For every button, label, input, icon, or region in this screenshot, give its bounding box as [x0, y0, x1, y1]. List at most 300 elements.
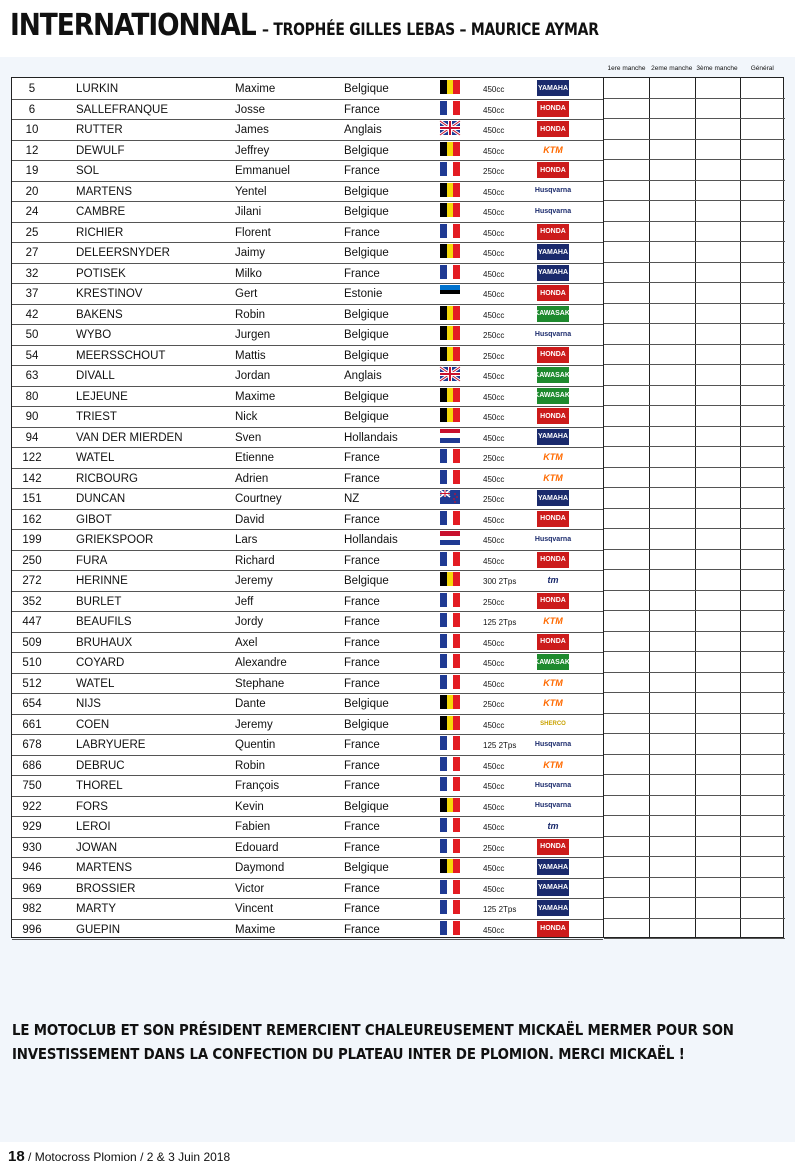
- results-row-line: [604, 426, 785, 427]
- rider-number: 54: [25, 349, 39, 362]
- table-row: [12, 898, 603, 920]
- rider-number: 922: [22, 800, 42, 813]
- rider-last-name: RICHIER: [76, 226, 124, 239]
- rider-last-name: BRUHAUX: [76, 636, 133, 649]
- results-row-line: [604, 487, 785, 488]
- rider-number: 512: [22, 677, 42, 690]
- rider-first-name: Axel: [235, 636, 258, 649]
- flag-france-icon: [440, 777, 460, 791]
- rider-number: 5: [28, 83, 36, 95]
- rider-last-name: NIJS: [76, 698, 101, 710]
- rider-number: 27: [25, 247, 39, 259]
- table-row: [12, 652, 603, 674]
- rider-last-name: COEN: [76, 718, 110, 731]
- rider-class: 450cc: [483, 679, 505, 689]
- honda-logo-icon: HONDA: [537, 162, 569, 178]
- flag-france-icon: [440, 613, 460, 627]
- rider-first-name: Daymond: [235, 862, 285, 874]
- honda-logo-icon: HONDA: [537, 347, 569, 363]
- rider-number: 37: [25, 288, 39, 300]
- rider-country: France: [344, 657, 380, 669]
- rider-first-name: Emmanuel: [235, 165, 290, 177]
- rider-class: 250cc: [483, 331, 505, 340]
- rider-number: 20: [25, 185, 39, 198]
- table-row: [12, 570, 603, 592]
- rider-class: 450cc: [483, 823, 505, 832]
- flag-france-icon: [440, 593, 460, 607]
- rider-number: 654: [22, 698, 42, 710]
- rider-class: 250cc: [483, 454, 505, 463]
- results-row-line: [604, 856, 785, 857]
- table-row: [12, 488, 603, 510]
- rider-last-name: VAN DER MIERDEN: [76, 431, 183, 444]
- rider-last-name: LEROI: [76, 821, 111, 833]
- rider-class: 450cc: [483, 433, 505, 443]
- results-row-line: [604, 303, 785, 304]
- flag-belgium-icon: [440, 408, 460, 422]
- rider-class: 450cc: [483, 105, 505, 115]
- rider-class: 450cc: [483, 802, 505, 812]
- rider-last-name: HERINNE: [76, 575, 128, 587]
- results-row-line: [604, 508, 785, 509]
- rider-class: 450cc: [483, 413, 505, 422]
- rider-class: 450cc: [483, 884, 505, 894]
- rider-number: 982: [22, 903, 42, 915]
- kawasaki-logo-icon: KAWASAKI: [537, 306, 569, 322]
- results-row-line: [604, 385, 785, 386]
- rider-country: Belgique: [344, 329, 389, 341]
- honda-logo-icon: HONDA: [537, 839, 569, 855]
- rider-first-name: Jilani: [235, 206, 262, 218]
- rider-class: 450cc: [483, 310, 505, 320]
- results-row-line: [604, 344, 785, 345]
- flag-belgium-icon: [440, 716, 460, 730]
- rider-first-name: Sven: [235, 431, 262, 444]
- rider-country: France: [344, 513, 380, 526]
- results-row-line: [604, 467, 785, 468]
- flag-estonia-icon: [440, 285, 460, 299]
- rider-country: France: [344, 841, 380, 854]
- rider-number: 80: [25, 390, 39, 403]
- results-row-line: [604, 405, 785, 406]
- table-row: [12, 140, 603, 162]
- yamaha-logo-icon: YAMAHA: [537, 490, 569, 506]
- results-row-line: [604, 446, 785, 447]
- yamaha-logo-icon: YAMAHA: [537, 265, 569, 281]
- results-row-line: [604, 713, 785, 714]
- results-row-line: [604, 651, 785, 652]
- rider-last-name: MARTENS: [76, 862, 133, 874]
- rider-last-name: BURLET: [76, 595, 122, 608]
- flag-france-icon: [440, 552, 460, 566]
- rider-first-name: François: [235, 780, 280, 792]
- results-row-line: [604, 774, 785, 775]
- flag-belgium-icon: [440, 388, 460, 402]
- rider-first-name: Quentin: [235, 739, 276, 751]
- ktm-logo-icon: KTM: [537, 695, 569, 711]
- results-row-line: [604, 159, 785, 160]
- rider-first-name: Stephane: [235, 677, 285, 690]
- rider-class: 450cc: [483, 228, 505, 238]
- honda-logo-icon: HONDA: [537, 593, 569, 609]
- honda-logo-icon: HONDA: [537, 224, 569, 240]
- rider-class: 450cc: [483, 536, 505, 545]
- rider-country: France: [344, 165, 380, 177]
- rider-number: 750: [22, 780, 42, 792]
- rider-number: 122: [22, 452, 42, 464]
- table-row: [12, 324, 603, 346]
- rider-last-name: BROSSIER: [76, 882, 136, 895]
- rider-last-name: RUTTER: [76, 124, 123, 136]
- results-row-line: [604, 672, 785, 673]
- table-row: [12, 919, 603, 941]
- flag-uk-icon: [440, 367, 460, 381]
- flag-belgium-icon: [440, 798, 460, 812]
- rider-class: 450cc: [483, 146, 505, 156]
- rider-class: 450cc: [483, 659, 505, 668]
- honda-logo-icon: HONDA: [537, 511, 569, 527]
- rider-country: France: [344, 636, 380, 649]
- rider-class: 125 2Tps: [483, 618, 517, 627]
- rider-class: 300 2Tps: [483, 577, 517, 586]
- results-row-line: [604, 815, 785, 816]
- honda-logo-icon: HONDA: [537, 101, 569, 117]
- table-row: [12, 427, 603, 449]
- rider-class: 450cc: [483, 269, 505, 279]
- yamaha-logo-icon: YAMAHA: [537, 900, 569, 916]
- rider-class: 125 2Tps: [483, 905, 517, 914]
- rider-number: 447: [22, 616, 42, 628]
- honda-logo-icon: HONDA: [537, 634, 569, 650]
- rider-last-name: KRESTINOV: [76, 288, 143, 300]
- results-row-line: [604, 118, 785, 119]
- results-row-line: [604, 733, 785, 734]
- rider-class: 450cc: [483, 208, 505, 217]
- yamaha-logo-icon: YAMAHA: [537, 80, 569, 96]
- ktm-logo-icon: KTM: [537, 470, 569, 486]
- page-title: [10, 8, 599, 43]
- table-row: [12, 181, 603, 203]
- rider-country: France: [344, 739, 380, 751]
- rider-first-name: Adrien: [235, 472, 269, 485]
- rider-class: 450cc: [483, 864, 505, 873]
- rider-class: 450cc: [483, 515, 505, 525]
- rider-first-name: Jordan: [235, 370, 271, 382]
- rider-last-name: MARTY: [76, 903, 117, 915]
- rider-class: 450cc: [483, 290, 505, 299]
- rider-first-name: Milko: [235, 267, 262, 280]
- rider-last-name: THOREL: [76, 780, 123, 792]
- rider-first-name: Maxime: [235, 390, 276, 403]
- results-row-line: [604, 241, 785, 242]
- rider-country: Belgique: [344, 575, 389, 587]
- table-row: [12, 283, 603, 305]
- rider-first-name: Fabien: [235, 821, 271, 833]
- table-row: [12, 837, 603, 859]
- flag-belgium-icon: [440, 183, 460, 197]
- table-row: [12, 160, 603, 182]
- flag-france-icon: [440, 162, 460, 176]
- flag-france-icon: [440, 224, 460, 238]
- flag-netherlands-icon: [440, 531, 460, 545]
- rider-country: Hollandais: [344, 431, 398, 444]
- results-column-header: 3ème manche: [696, 65, 738, 72]
- table-row: [12, 816, 603, 838]
- rider-class: 250cc: [483, 167, 505, 176]
- rider-country: Belgique: [344, 247, 389, 259]
- results-row-line: [604, 754, 785, 755]
- husqvarna-logo-icon: Husqvarna: [537, 798, 569, 814]
- rider-first-name: Jeremy: [235, 575, 273, 587]
- rider-country: Belgique: [344, 718, 389, 731]
- honda-logo-icon: HONDA: [537, 552, 569, 568]
- rider-first-name: Jurgen: [235, 329, 271, 341]
- rider-last-name: SALLEFRANQUE: [76, 103, 169, 116]
- flag-france-icon: [440, 757, 460, 771]
- flag-belgium-icon: [440, 859, 460, 873]
- rider-country: France: [344, 821, 380, 833]
- rider-number: 10: [25, 124, 39, 136]
- flag-france-icon: [440, 265, 460, 279]
- rider-country: Belgique: [344, 349, 389, 362]
- thanks-line-1: LE MOTOCLUB ET SON PRÉSIDENT REMERCIENT CHALEUREUSEMENT MICKAËL MERMER POUR SON: [12, 1021, 734, 1039]
- yamaha-logo-icon: YAMAHA: [537, 244, 569, 260]
- rider-number: 24: [25, 206, 39, 218]
- rider-class: 450cc: [483, 187, 505, 197]
- rider-number: 19: [25, 165, 39, 177]
- rider-last-name: FORS: [76, 800, 108, 813]
- rider-first-name: Jeremy: [235, 718, 273, 731]
- rider-country: France: [344, 759, 380, 772]
- rider-last-name: DELEERSNYDER: [76, 247, 170, 259]
- flag-belgium-icon: [440, 203, 460, 217]
- rider-first-name: Josse: [235, 103, 266, 116]
- flag-france-icon: [440, 818, 460, 832]
- rider-class: 450cc: [483, 782, 505, 791]
- results-row-line: [604, 569, 785, 570]
- results-row-line: [604, 877, 785, 878]
- rider-first-name: Maxime: [235, 83, 276, 95]
- results-row-line: [604, 139, 785, 140]
- rider-last-name: WYBO: [76, 329, 112, 341]
- rider-first-name: David: [235, 513, 265, 526]
- rider-first-name: Vincent: [235, 903, 274, 915]
- rider-country: France: [344, 452, 380, 464]
- flag-france-icon: [440, 449, 460, 463]
- results-row-line: [604, 590, 785, 591]
- rider-country: Hollandais: [344, 534, 398, 546]
- rider-country: France: [344, 780, 380, 792]
- flag-belgium-icon: [440, 347, 460, 361]
- rider-country: France: [344, 882, 380, 895]
- results-column-header: 1ere manche: [607, 65, 646, 72]
- rider-number: 90: [25, 411, 39, 423]
- rider-last-name: MARTENS: [76, 185, 133, 198]
- results-row-line: [604, 221, 785, 222]
- table-row: [12, 447, 603, 469]
- rider-country: Belgique: [344, 862, 389, 874]
- rider-class: 450cc: [483, 392, 505, 402]
- rider-last-name: POTISEK: [76, 267, 126, 280]
- rider-number: 142: [22, 472, 42, 485]
- rider-country: Belgique: [344, 390, 389, 403]
- results-row-line: [604, 938, 785, 939]
- table-row: [12, 222, 603, 244]
- rider-last-name: MEERSSCHOUT: [76, 349, 166, 362]
- page-footer: [8, 1148, 230, 1165]
- table-row: [12, 509, 603, 531]
- footer-text: / Motocross Plomion / 2 & 3 Juin 2018: [28, 1150, 231, 1164]
- rider-first-name: Jordy: [235, 616, 264, 628]
- ktm-logo-icon: KTM: [537, 757, 569, 773]
- honda-logo-icon: HONDA: [537, 285, 569, 301]
- results-row-line: [604, 918, 785, 919]
- rider-country: Belgique: [344, 83, 389, 95]
- rider-first-name: Florent: [235, 226, 271, 239]
- table-row: [12, 673, 603, 695]
- results-column-header: 2eme manche: [651, 65, 693, 72]
- flag-france-icon: [440, 921, 460, 935]
- rider-class: 450cc: [483, 556, 505, 566]
- rider-country: France: [344, 267, 380, 280]
- table-row: [12, 878, 603, 900]
- table-row: [12, 242, 603, 264]
- rider-last-name: GRIEKSPOOR: [76, 534, 154, 546]
- flag-belgium-icon: [440, 306, 460, 320]
- table-row: [12, 78, 603, 100]
- rider-first-name: Lars: [235, 534, 258, 546]
- results-row-line: [604, 610, 785, 611]
- flag-france-icon: [440, 470, 460, 484]
- rider-last-name: RICBOURG: [76, 472, 138, 485]
- results-row-line: [604, 180, 785, 181]
- rider-number: 272: [22, 575, 42, 587]
- results-row-line: [604, 364, 785, 365]
- rider-first-name: Richard: [235, 554, 275, 567]
- husqvarna-logo-icon: Husqvarna: [537, 203, 569, 219]
- thanks-message: [12, 1018, 734, 1066]
- results-row-line: [604, 549, 785, 550]
- rider-first-name: Robin: [235, 308, 266, 321]
- page-number: 18: [8, 1148, 25, 1165]
- results-row-line: [604, 98, 785, 99]
- ktm-logo-icon: KTM: [537, 142, 569, 158]
- results-row-line: [604, 262, 785, 263]
- husqvarna-logo-icon: Husqvarna: [537, 777, 569, 793]
- honda-logo-icon: HONDA: [537, 121, 569, 137]
- table-row: [12, 529, 603, 551]
- rider-country: France: [344, 616, 380, 628]
- results-row-line: [604, 200, 785, 201]
- rider-last-name: COYARD: [76, 657, 125, 669]
- yamaha-logo-icon: YAMAHA: [537, 880, 569, 896]
- rider-number: 6: [28, 103, 36, 116]
- rider-class: 450cc: [483, 638, 505, 648]
- husqvarna-logo-icon: Husqvarna: [537, 183, 569, 199]
- rider-class: 250cc: [483, 495, 505, 504]
- rider-number: 946: [22, 862, 42, 874]
- rider-number: 63: [25, 370, 39, 382]
- rider-first-name: Nick: [235, 411, 258, 423]
- table-row: [12, 611, 603, 633]
- flag-france-icon: [440, 736, 460, 750]
- rider-class: 250cc: [483, 843, 505, 853]
- rider-country: Estonie: [344, 288, 383, 300]
- husqvarna-logo-icon: Husqvarna: [537, 531, 569, 547]
- results-row-line: [604, 836, 785, 837]
- rider-country: NZ: [344, 493, 360, 505]
- rider-country: Belgique: [344, 185, 389, 198]
- rider-number: 509: [22, 636, 42, 649]
- ktm-logo-icon: KTM: [537, 613, 569, 629]
- table-row: [12, 304, 603, 326]
- flag-france-icon: [440, 839, 460, 853]
- yamaha-logo-icon: YAMAHA: [537, 429, 569, 445]
- kawasaki-logo-icon: KAWASAKI: [537, 654, 569, 670]
- rider-number: 996: [22, 923, 42, 936]
- rider-last-name: LURKIN: [76, 83, 119, 95]
- rider-first-name: Alexandre: [235, 657, 287, 669]
- rider-number: 12: [25, 144, 39, 157]
- rider-first-name: Kevin: [235, 800, 264, 813]
- tm-logo-icon: tm: [537, 818, 569, 834]
- rider-number: 510: [22, 657, 42, 669]
- flag-belgium-icon: [440, 695, 460, 709]
- table-row: [12, 775, 603, 797]
- rider-class: 450cc: [483, 720, 505, 730]
- table-row: [12, 263, 603, 285]
- rider-last-name: JOWAN: [76, 841, 118, 854]
- rider-class: 250cc: [483, 700, 505, 709]
- rider-country: Belgique: [344, 308, 389, 321]
- rider-number: 930: [22, 841, 42, 854]
- rider-country: France: [344, 226, 380, 239]
- flag-france-icon: [440, 880, 460, 894]
- rider-country: France: [344, 595, 380, 608]
- rider-first-name: Dante: [235, 698, 266, 710]
- husqvarna-logo-icon: Husqvarna: [537, 326, 569, 342]
- results-row-line: [604, 795, 785, 796]
- rider-last-name: DEWULF: [76, 144, 125, 157]
- rider-first-name: Robin: [235, 759, 266, 772]
- rider-first-name: James: [235, 124, 269, 136]
- rider-last-name: WATEL: [76, 677, 115, 690]
- title-main: INTERNATIONNAL: [10, 8, 256, 43]
- rider-class: 125 2Tps: [483, 741, 517, 750]
- flag-belgium-icon: [440, 326, 460, 340]
- rider-country: Anglais: [344, 370, 382, 382]
- rider-number: 199: [22, 534, 42, 546]
- rider-country: France: [344, 923, 380, 936]
- table-row: [12, 755, 603, 777]
- flag-france-icon: [440, 900, 460, 914]
- rider-country: Belgique: [344, 144, 389, 157]
- rider-number: 661: [22, 718, 42, 731]
- sherco-logo-icon: SHERCO: [537, 716, 569, 732]
- table-row: [12, 386, 603, 408]
- results-row-line: [604, 631, 785, 632]
- flag-france-icon: [440, 634, 460, 648]
- rider-class: 450cc: [483, 372, 505, 381]
- rider-country: Anglais: [344, 124, 382, 136]
- rider-first-name: Jeff: [235, 595, 254, 608]
- rider-first-name: Gert: [235, 288, 258, 300]
- rider-number: 25: [25, 226, 39, 239]
- rider-first-name: Edouard: [235, 841, 279, 854]
- flag-new-zealand-icon: [440, 490, 460, 504]
- rider-number: 969: [22, 882, 42, 895]
- rider-first-name: Courtney: [235, 493, 282, 505]
